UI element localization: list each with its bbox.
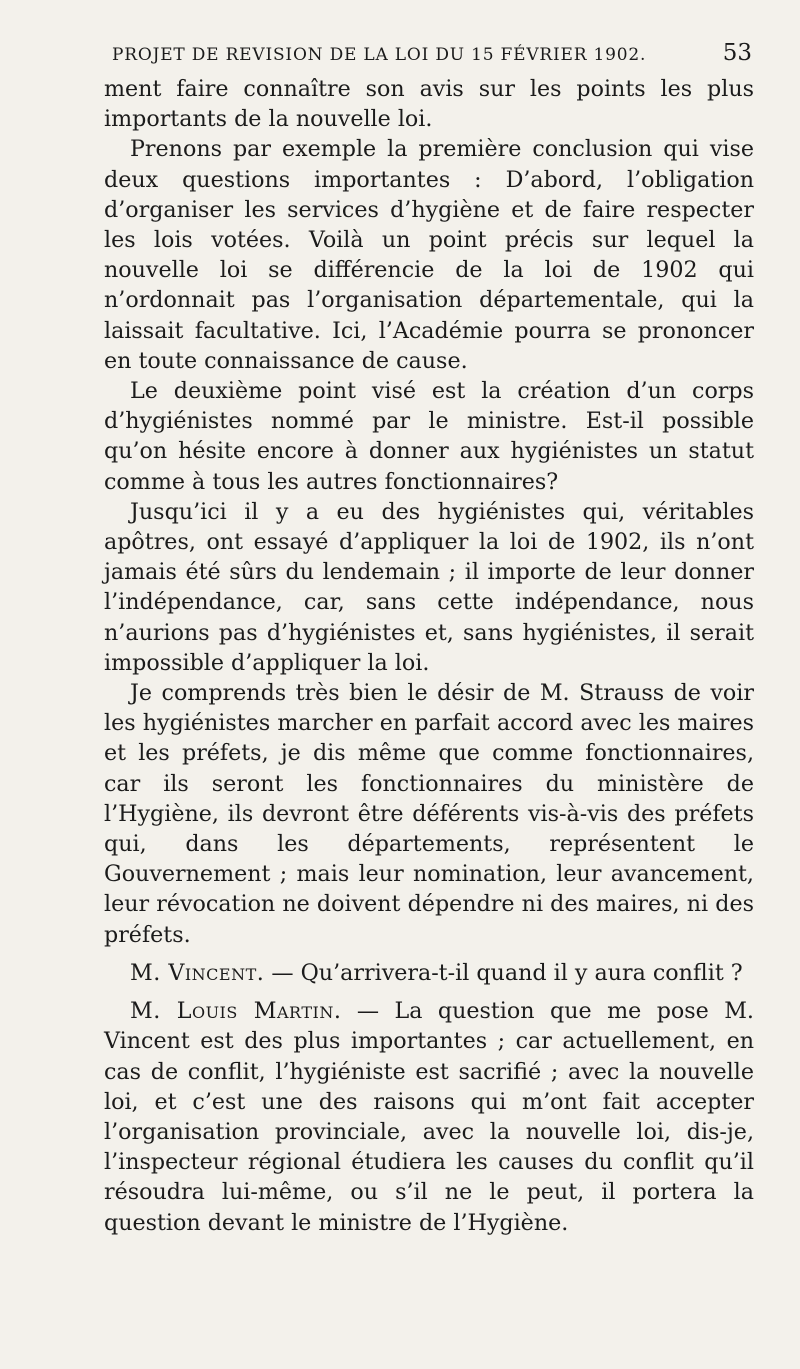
paragraph: Prenons par exemple la première conclusion qui vise deux questions importantes : D’abord, l’obligation d’organiser les services d’hygiène et de faire respecter les lois votées. Voilà un point précis sur lequel la nouvelle loi se différencie de la loi de 1902 qui n’ordonnait pas l’organisation départementale, qui la laissait facultative. Ici, l’Académie pourra se prononcer en toute connaissance de cause. [104, 136, 754, 374]
speech-text: — Qu’arrivera-t-il quand il y aura conflit ? [264, 959, 743, 986]
paragraph-continuation: ment faire connaître son avis sur les points les plus importants de la nouvelle loi. [104, 76, 754, 133]
paragraph: Jusqu’ici il y a eu des hygiénistes qui, véritables apôtres, ont essayé d’appliquer la loi de 1902, ils n’ont jamais été sûrs du lendemain ; il importe de leur donner l’indépendance, car, sans cette indépendance, nous n’aurions pas d’hygiénistes et, sans hygiénistes, il serait impossible d’appliquer la loi. [104, 498, 754, 676]
running-title: PROJET DE REVISION DE LA LOI DU 15 FÉVRIER 1902. [112, 45, 647, 65]
page-number: 53 [722, 40, 752, 66]
speaker-name: M. Louis Martin. [130, 998, 342, 1025]
speaker-name: M. Vincent. [130, 959, 265, 986]
speech-text: — La question que me pose M. Vincent est des plus importantes ; car actuellement, en cas de conflit, l’hygiéniste est sacrifié ; avec la nouvelle loi, et c’est une des raisons qui m’ont fait accepter l’organisation provinciale, avec la nouvelle loi, dis-je, l’inspecteur régional étudiera les causes du conflit qu’il résoudra lui-même, ou s’il ne le peut, il portera la question devant le ministre de l’Hygiène. [104, 998, 754, 1236]
paragraph: Le deuxième point visé est la création d’un corps d’hygiénistes nommé par le ministre. Est-il possible qu’on hésite encore à donner aux hygiénistes un statut comme à tous les autres fonctionnaires? [104, 378, 754, 495]
body-text [104, 74, 754, 1238]
paragraph: Je comprends très bien le désir de M. Strauss de voir les hygiénistes marcher en parfait accord avec les maires et les préfets, je dis même que comme fonctionnaires, car ils seront les fonctionnaires du ministère de l’Hygiène, ils devront être déférents vis-à-vis des préfets qui, dans les départements, représentent le Gouvernement ; mais leur nomination, leur avancement, leur révocation ne doivent dépendre ni des maires, ni des préfets. [104, 680, 754, 948]
speech-paragraph [104, 996, 754, 1238]
speech-paragraph [104, 958, 754, 988]
